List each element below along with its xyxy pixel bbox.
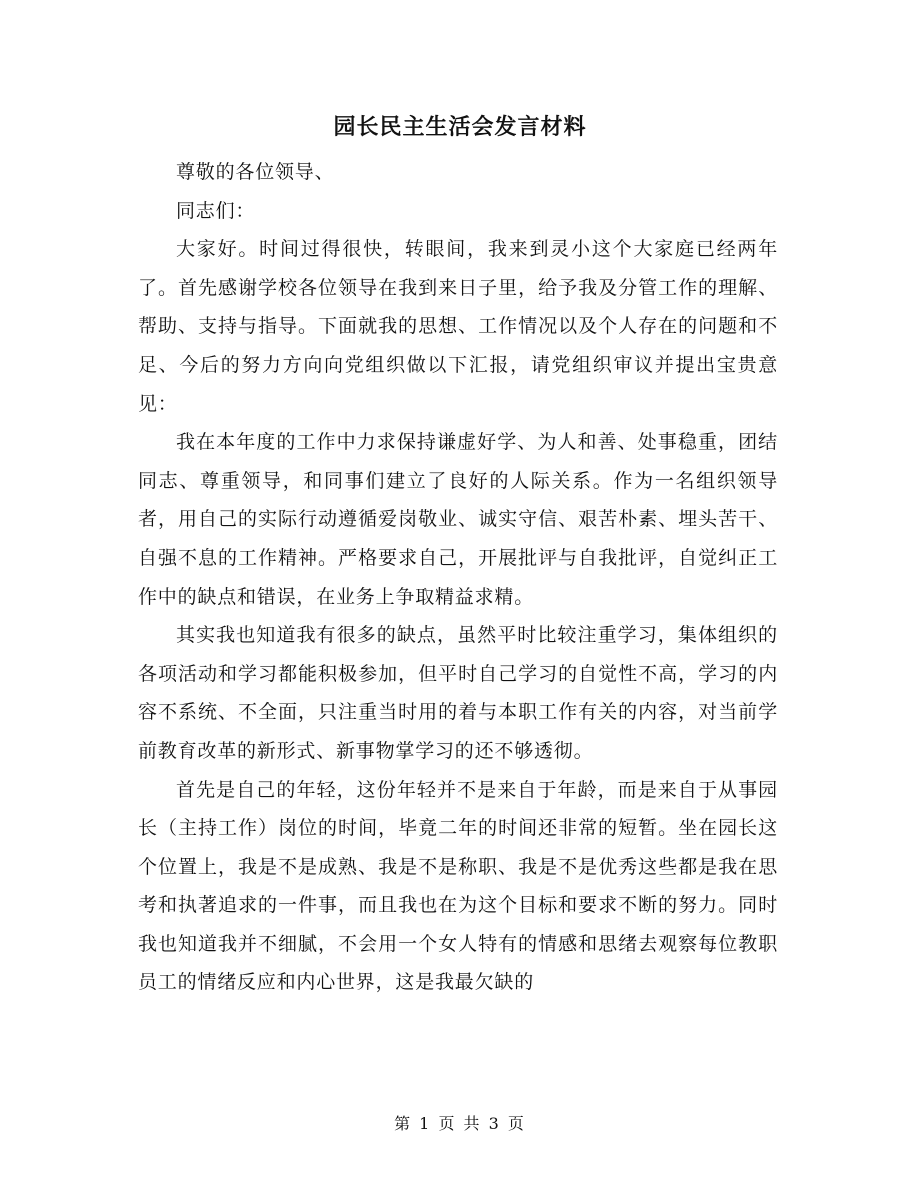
document-body xyxy=(138,153,778,1002)
paragraph-youth: 首先是自己的年轻，这份年轻并不是来自于年龄，而是来自于从事园长（主持工作）岗位的时间，毕竟二年的时间还非常的短暂。坐在园长这个位置上，我是不是成熟、我是不是称职、我是不是优秀这些都是我在思考和执著追求的一件事，而且我也在为这个目标和要求不断的努力。同时我也知道我并不细腻，不会用一个女人特有的情感和思绪去观察每位教职员工的情绪反应和内心世界，这是我最欠缺的 xyxy=(138,778,778,994)
document-title: 园长民主生活会发言材料 xyxy=(333,114,587,140)
page-number-footer: 第 1 页 共 3 页 xyxy=(394,1114,526,1133)
salutation-line-2: 同志们： xyxy=(176,199,256,222)
paragraph-shortcomings: 其实我也知道我有很多的缺点，虽然平时比较注重学习，集体组织的各项活动和学习都能积极参加，但平时自己学习的自觉性不高，学习的内容不系统、不全面，只注重当时用的着与本职工作有关的内容，对当前学前教育改革的新形式、新事物掌学习的还不够透彻。 xyxy=(138,624,778,762)
salutation-line-1: 尊敬的各位领导、 xyxy=(176,161,335,183)
paragraph-work-attitude: 我在本年度的工作中力求保持谦虚好学、为人和善、处事稳重，团结同志、尊重领导，和同事们建立了良好的人际关系。作为一名组织领导者，用自己的实际行动遵循爱岗敬业、诚实守信、艰苦朴素、埋头苦干、自强不息的工作精神。严格要求自己，开展批评与自我批评，自觉纠正工作中的缺点和错误，在业务上争取精益求精。 xyxy=(138,431,778,608)
paragraph-greeting: 大家好。时间过得很快，转眼间，我来到灵小这个大家庭已经两年了。首先感谢学校各位领导在我到来日子里，给予我及分管工作的理解、帮助、支持与指导。下面就我的思想、工作情况以及个人存在的问题和不足、今后的努力方向向党组织做以下汇报，请党组织审议并提出宝贵意见： xyxy=(138,238,778,415)
